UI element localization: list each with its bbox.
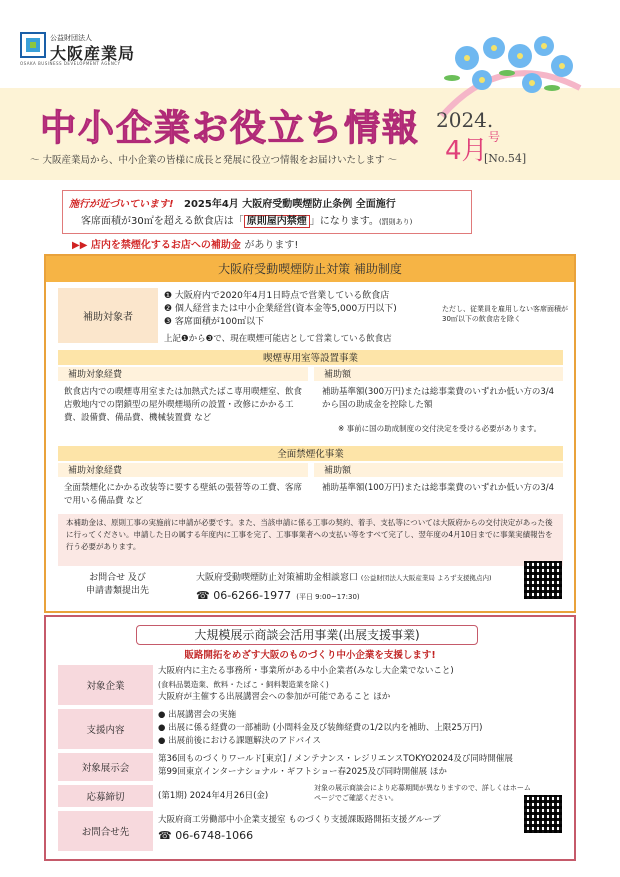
org-type: 公益財団法人 — [50, 34, 92, 42]
page-title: 中小企業お役立ち情報 — [40, 108, 421, 149]
row-content-exhibition — [158, 753, 558, 779]
row-line: 第36回ものづくりワールド[東京] / メンテナンス・レジリエンスTOKYO2024及び同時開催展 — [158, 754, 513, 764]
issue-year: 2024. — [436, 108, 494, 132]
subsidy2-amount-text: 補助基準額(100万円)または総事業費のいずれか低い方の3/4 — [322, 483, 555, 493]
qr-code-icon[interactable] — [524, 561, 562, 599]
notice-line2 — [81, 212, 412, 227]
subsidy-callout — [72, 236, 298, 251]
section-title: 大阪府受動喫煙防止対策 補助制度 — [218, 262, 402, 276]
row-content-support — [158, 709, 558, 748]
row-line: ● 出展講習会の実施 — [158, 710, 237, 720]
subsidy1-cost-label: 補助対象経費 — [58, 367, 308, 381]
notice-headline: 2025年4月 大阪府受動喫煙防止条例 全面施行 — [184, 199, 396, 210]
subsidy1-cost-text: 飲食店内での喫煙専用室または加熱式たばこ専用喫煙室、飲食店敷地内での閉鎖型の屋外喫煙場所の設置・改修にかかる工費、設備費、備品費、機械装置費 など — [64, 387, 303, 423]
target-label: 補助対象者 — [58, 288, 158, 343]
contact-label-2: 申請書類提出先 — [86, 586, 150, 596]
subsidy1-amount-note: ※ 事前に国の助成制度の交付決定を受ける必要があります。 — [338, 424, 542, 433]
row-deadline-note: 対象の展示商談会により応募期間が異なりますので、詳しくはホームページでご確認ください。 — [314, 784, 531, 802]
notice-line2-small: (罰則あり) — [378, 218, 413, 226]
contact-label — [86, 572, 149, 598]
row-line: ● 出展に係る経費の一部補助 (小間料金及び装飾経費の1/2以内を補助、上限25万円) — [158, 723, 483, 733]
target-item: ❶ 大阪府内で2020年4月1日時点で営業している飲食店 — [164, 291, 390, 301]
target-item: ❸ 客席面積が100㎡以下 — [164, 317, 265, 327]
smoking-subsidy-section — [44, 254, 576, 613]
subsidy2-cost-label: 補助対象経費 — [58, 463, 308, 477]
row-deadline-date: (第1期) 2024年4月26日(金) — [158, 791, 269, 801]
qr-code-icon[interactable] — [524, 795, 562, 833]
row-content-target — [158, 665, 558, 704]
row-line: 大阪府が主催する出展講習会への参加が可能であること ほか — [158, 692, 391, 702]
application-note: 本補助金は、原則工事の実施前に申請が必要です。また、当該申請に係る工事の契約、着手、支払等については大阪府からの交付決定があった後に行ってください。申請した日の属する年度内に工事を完了、工事事業者への支払い等をすべて完了し、翌年度の4月10日までに事業実績報告を行う必要があります。 — [58, 514, 563, 566]
notice-lead: 施行が近づいています! — [69, 199, 174, 210]
notice-line2-pre: 客席面積が30㎡を超える飲食店は「 — [81, 216, 244, 227]
row-line: 第99回東京インターナショナル・ギフトショー春2025及び同時開催展 ほか — [158, 767, 447, 777]
section2-title: 大規模展示商談会活用事業(出展支援事業) — [136, 625, 478, 645]
subsidy2-title: 全面禁煙化事業 — [58, 446, 563, 461]
issue-go: 号 — [488, 130, 501, 144]
section2-subtitle: 販路開拓をめざす大阪のものづくり中小企業を支援します! — [184, 650, 436, 661]
page-subtitle: ～ 大阪産業局から、中小企業の皆様に成長と発展に役立つ情報をお届けいたします ～ — [30, 155, 398, 166]
exhibition-support-section — [44, 615, 576, 861]
row-line: ● 出展前後における課題解決のアドバイス — [158, 736, 321, 746]
subsidy1-title: 喫煙専用室等設置事業 — [58, 350, 563, 365]
subsidy2-amount-label: 補助額 — [314, 463, 563, 477]
contact-phone[interactable]: ☎ 06-6266-1977 — [196, 589, 292, 602]
org-logo-icon — [20, 32, 46, 58]
contact-phone-2[interactable]: ☎ 06-6748-1066 — [158, 829, 254, 842]
subsidy-callout-red: 店内を禁煙化するお店への補助金 — [90, 240, 241, 251]
contact-label-1: お問合せ 及び — [89, 573, 146, 583]
contact-hours: (平日 9:00~17:30) — [296, 593, 360, 601]
target-item: ❷ 個人経営または中小企業経営(資本金等5,000万円以下) — [164, 304, 397, 314]
subsidy1-amount-label: 補助額 — [314, 367, 563, 381]
row-label-support: 支援内容 — [58, 709, 153, 749]
row-line: 大阪府商工労働部中小企業支援室 ものづくり支援課販路開拓支援グループ — [158, 815, 441, 825]
arrow-icon: ▶▶ — [72, 240, 88, 251]
issue-month: 4月 — [445, 136, 488, 166]
target-note: ただし、従業員を雇用しない客席面積が30㎡以下の飲食店を除く — [442, 305, 568, 323]
contact-name-line — [196, 570, 492, 583]
contact-phone-line — [196, 584, 360, 603]
row-label-deadline: 応募締切 — [58, 785, 153, 807]
notice-line1 — [69, 195, 396, 210]
row-line: (食料品製造業、飲料・たばこ・飼料製造業を除く) — [158, 680, 329, 689]
subsidy-callout-tail: があります! — [244, 240, 299, 251]
row-content-contact — [158, 813, 558, 843]
org-name-en: OSAKA BUSINESS DEVELOPMENT AGENCY — [20, 61, 121, 66]
target-tail: 上記❶から❸で、現在喫煙可能店として営業している飲食店 — [164, 334, 392, 344]
notice-box — [62, 190, 472, 234]
target-list — [164, 290, 444, 329]
contact-org: (公益財団法人大阪産業局 よろず支援拠点内) — [360, 574, 492, 582]
issue-number: [No.54] — [484, 152, 527, 165]
subsidy1-amount-text: 補助基準額(300万円)または総事業費のいずれか低い方の3/4から国の助成金を控除した額 — [322, 387, 555, 410]
row-label-exhibition: 対象展示会 — [58, 753, 153, 781]
notice-line2-post: 」になります。 — [309, 216, 379, 227]
row-label-target: 対象企業 — [58, 665, 153, 705]
notice-line2-box: 原則屋内禁煙 — [244, 215, 310, 228]
flowers-illustration — [432, 28, 582, 118]
subsidy2-cost-text: 全面禁煙化にかかる改装等に要する壁紙の張替等の工費、客席で用いる備品費 など — [64, 483, 303, 506]
row-label-contact: お問合せ先 — [58, 811, 153, 851]
contact-name: 大阪府受動喫煙防止対策補助金相談窓口 — [196, 573, 359, 583]
row-line: 大阪府内に主たる事務所・事業所がある中小企業者(みなし大企業でないこと) — [158, 666, 454, 676]
org-name: 大阪産業局 — [50, 44, 136, 63]
